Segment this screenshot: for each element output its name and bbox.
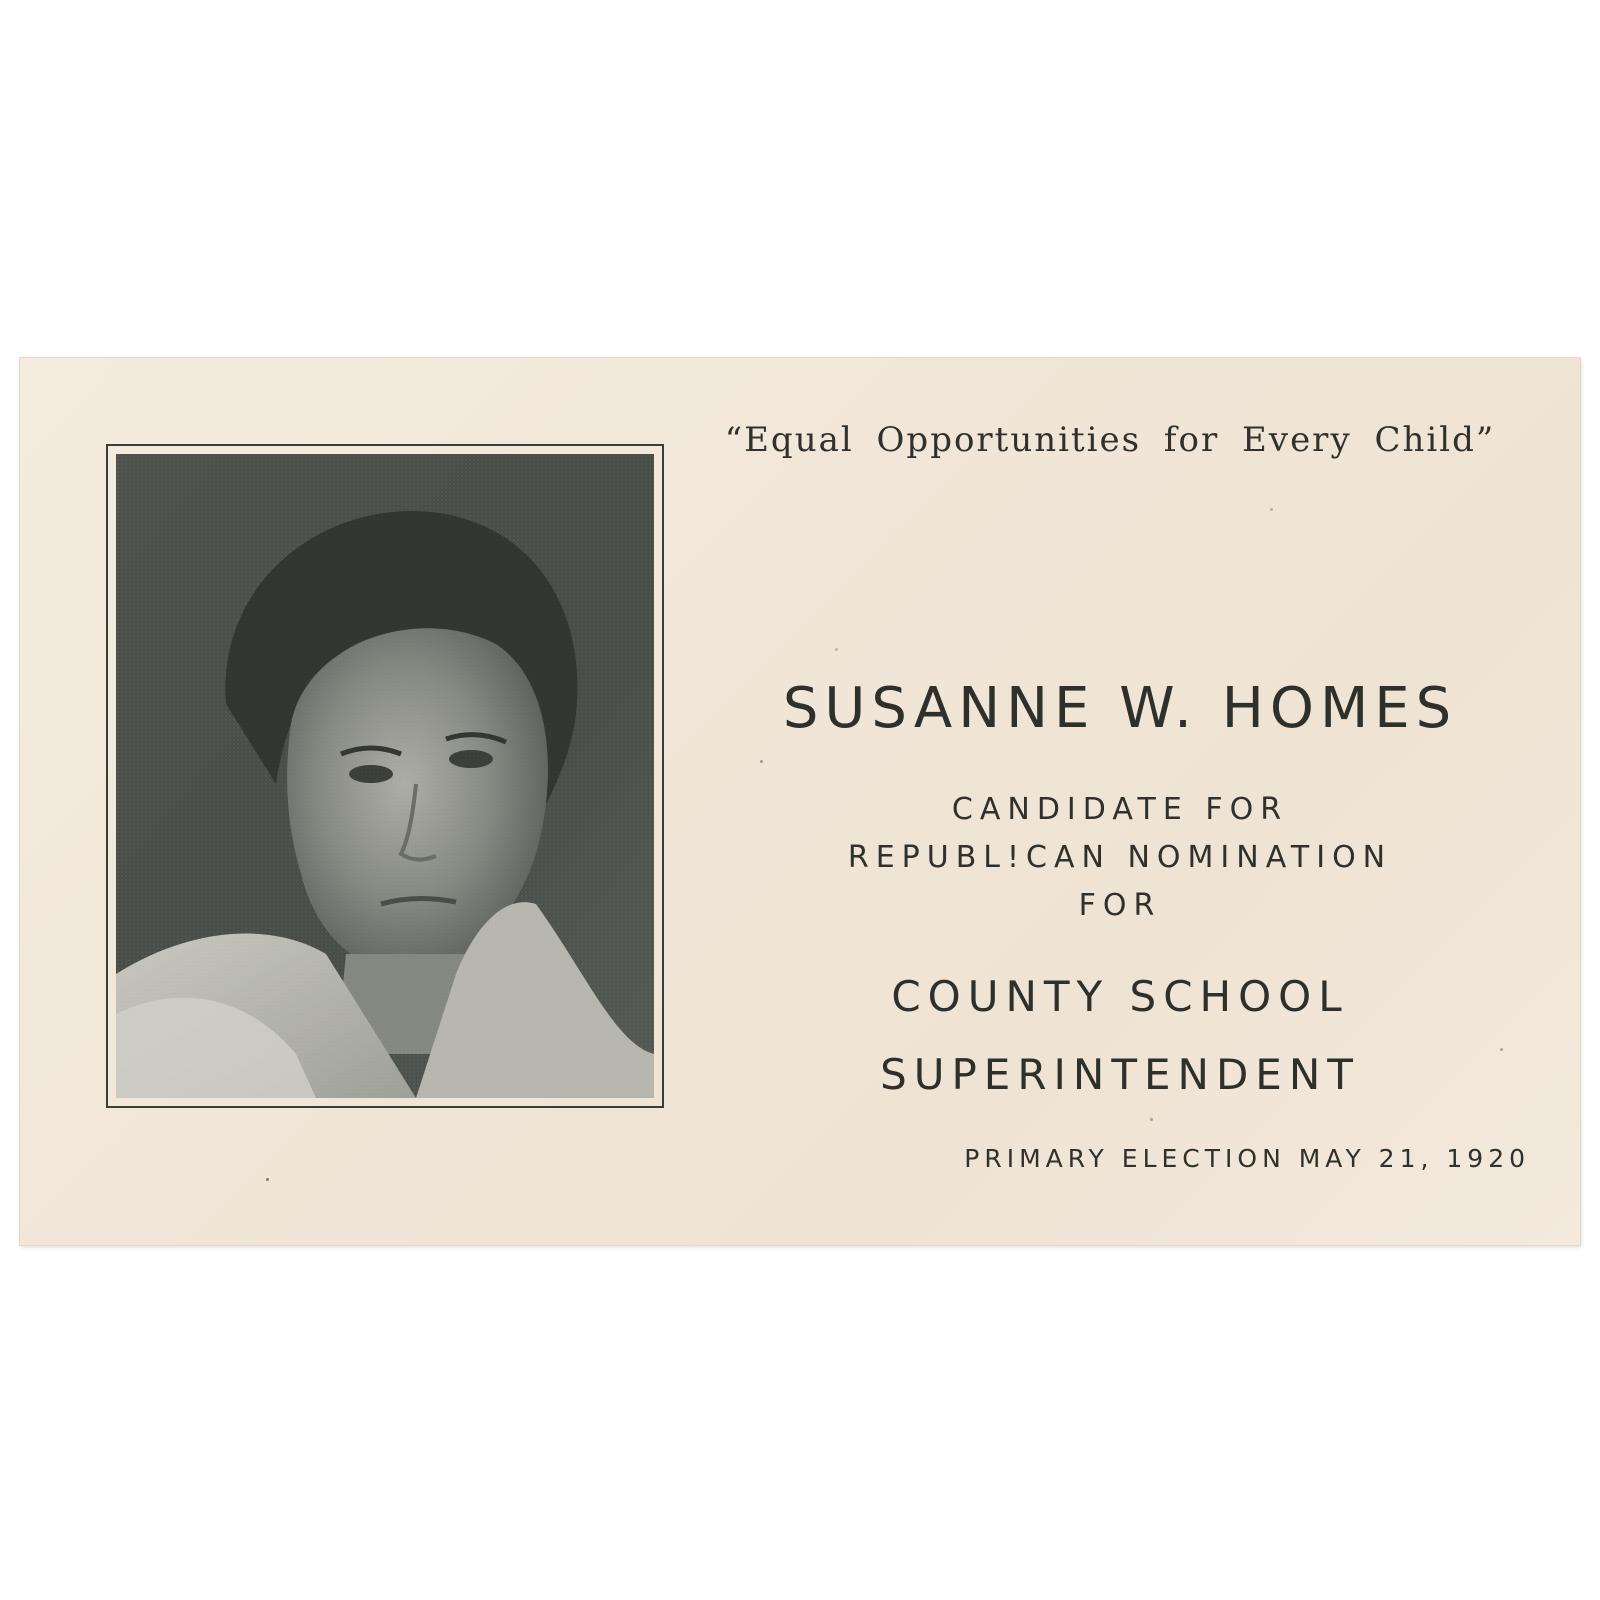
campaign-card [20, 358, 1580, 1245]
paper-speck [835, 648, 838, 651]
paper-speck [1270, 508, 1273, 511]
candidate-portrait [116, 454, 654, 1098]
campaign-slogan: “Equal Opportunities for Every Child” [724, 420, 1496, 460]
candidate-name: SUSANNE W. HOMES [782, 676, 1458, 741]
office-line: SUPERINTENDENT [880, 1050, 1360, 1099]
portrait-frame [106, 444, 664, 1108]
office-line: COUNTY SCHOOL [891, 972, 1349, 1021]
candidacy-line: CANDIDATE FOR [951, 792, 1289, 827]
election-date: PRIMARY ELECTION MAY 21, 1920 [964, 1144, 1530, 1173]
candidacy-statement [700, 786, 1540, 930]
paper-speck [760, 760, 763, 763]
candidacy-line: FOR [1078, 888, 1162, 923]
office-title [700, 958, 1540, 1114]
paper-speck [266, 1178, 269, 1181]
paper-speck [1150, 1118, 1153, 1121]
candidacy-line: REPUBL!CAN NOMINATION [847, 840, 1393, 875]
